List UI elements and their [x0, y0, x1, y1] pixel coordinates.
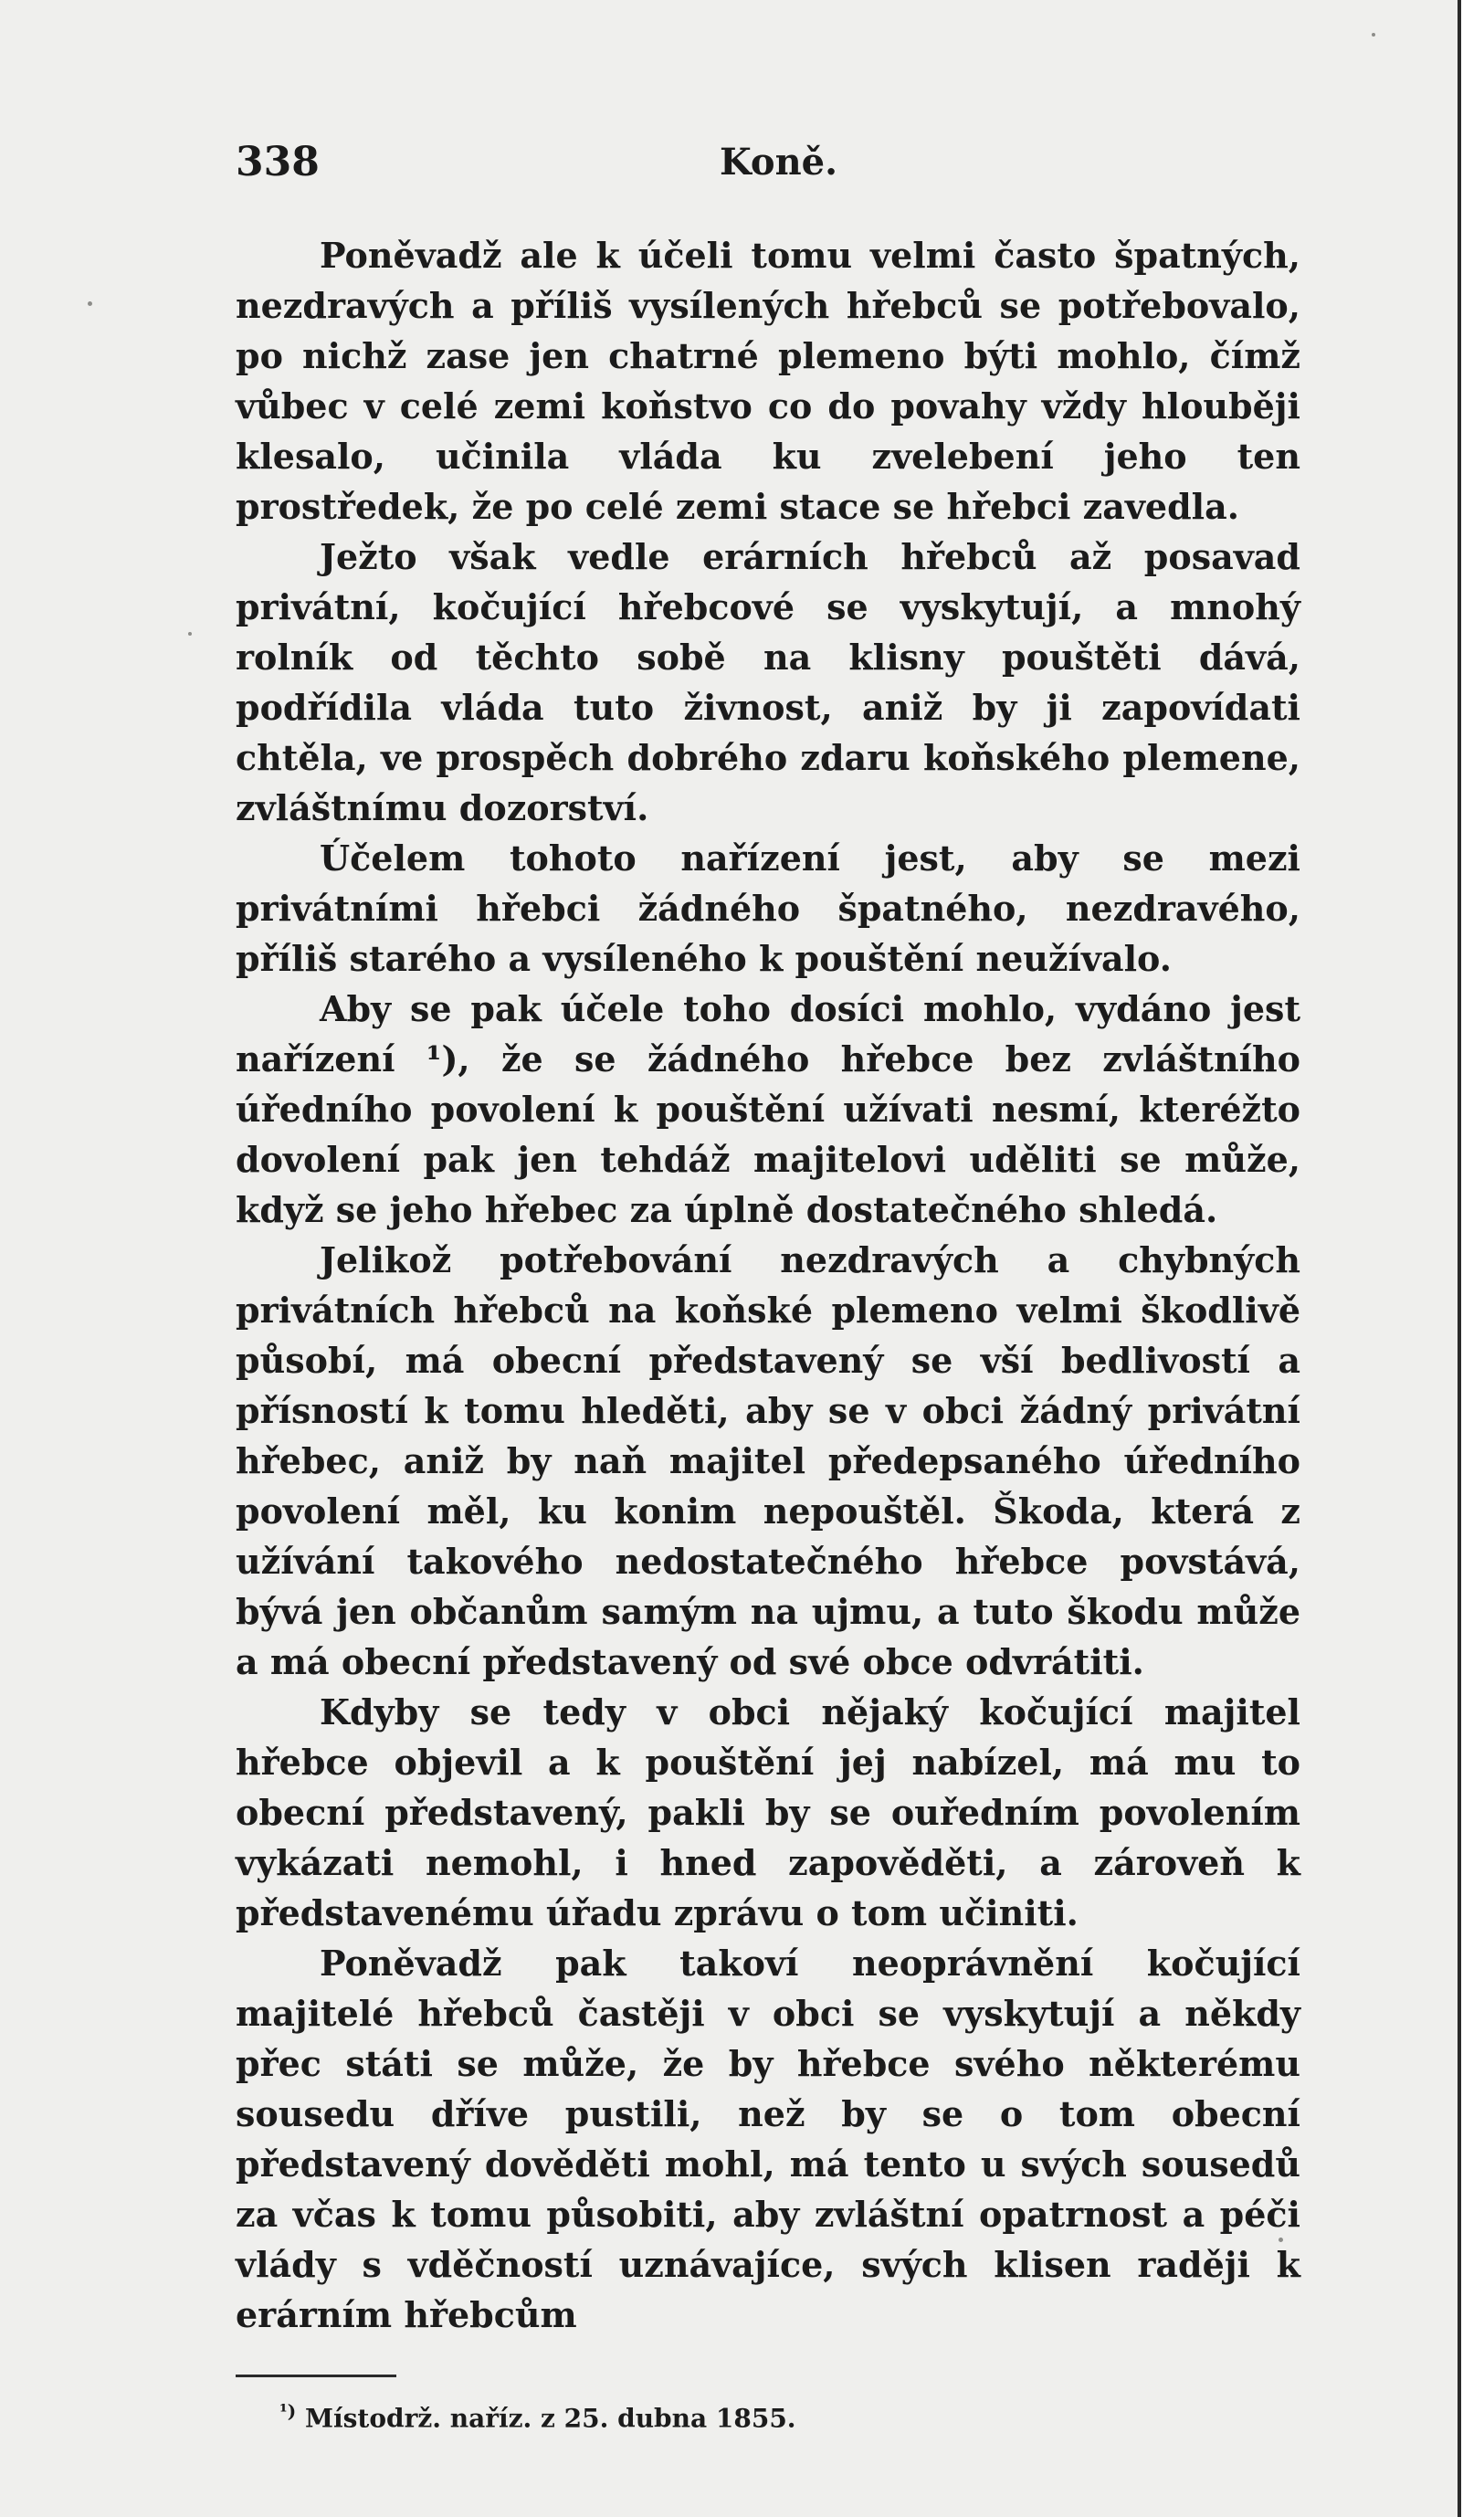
paragraph: Poněvadž pak takoví neoprávnění kočující majitelé hřebců častěji v obci se vyskytují a někdy přec státi se může, že by hřebce svého některému sousedu dříve pustili, než by se o tom obecní představený dověděti mohl, má tento u svých sousedů za včas k tomu působiti, aby zvláštní opatrnost a péči vlády s vděčností uznávajíce, svých klisen raději k erárním hřebcům	[236, 1943, 1300, 2335]
paragraph: Účelem tohoto nařízení jest, aby se mezi privátními hřebci žádného špatného, nezdravého, příliš starého a vysíleného k pouštění neužívalo.	[236, 837, 1300, 979]
footnote	[236, 2394, 1300, 2436]
scan-speck	[188, 632, 192, 636]
page-edge	[1458, 0, 1484, 2517]
scan-speck	[1372, 33, 1375, 37]
footnote-rule	[236, 2375, 396, 2377]
page-content	[236, 135, 1300, 2436]
paragraph: Jelikož potřebování nezdravých a chybných privátních hřebců na koňské plemeno velmi škodlivě působí, má obecní představený se vší bedlivostí a přísností k tomu hleděti, aby se v obci žádný privátní hřebec, aniž by naň majitel předepsaného úředního povolení měl, ku konim nepouštěl. Škoda, která z užívání takového nedostatečného hřebce povstává, bývá jen občanům samým na ujmu, a tuto škodu může a má obecní představený od své obce odvrátiti.	[236, 1239, 1300, 1682]
scan-speck	[88, 301, 92, 306]
paragraph: Kdyby se tedy v obci nějaký kočující majitel hřebce objevil a k pouštění jej nabízel, má mu to obecní představený, pakli by se ouředním povolením vykázati nemohl, i hned zapověděti, a zároveň k představenému úřadu zprávu o tom učiniti.	[236, 1691, 1300, 1933]
paragraph: Poněvadž ale k účeli tomu velmi často špatných, nezdravých a příliš vysílených hřebců se potřebovalo, po nichž zase jen chatrné plemeno býti mohlo, čímž vůbec v celé zemi koňstvo co do povahy vždy hlouběji klesalo, učinila vláda ku zvelebení jeho ten prostředek, že po celé zemi stace se hřebci zavedla.	[236, 235, 1300, 527]
paragraph: Ježto však vedle erárních hřebců až posavad privátní, kočující hřebcové se vyskytují, a mnohý rolník od těchto sobě na klisny pouštěti dává, podřídila vláda tuto živnost, aniž by ji zapovídati chtěla, ve prospěch dobrého zdaru koňského plemene, zvláštnímu dozorství.	[236, 536, 1300, 828]
running-head	[236, 135, 1300, 190]
body-text	[236, 230, 1300, 2340]
page-title: Koně.	[720, 141, 838, 184]
footnote-marker: ¹)	[279, 2400, 297, 2422]
page-number: 338	[236, 139, 320, 185]
footnote-text: Místodrž. naříz. z 25. dubna 1855.	[304, 2403, 796, 2434]
paragraph: Aby se pak účele toho dosíci mohlo, vydáno jest nařízení ¹), že se žádného hřebce bez zvláštního úředního povolení k pouštění užívati nesmí, kteréžto dovolení pak jen tehdáž majitelovi uděliti se může, když se jeho hřebec za úplně dostatečného shledá.	[236, 988, 1300, 1230]
